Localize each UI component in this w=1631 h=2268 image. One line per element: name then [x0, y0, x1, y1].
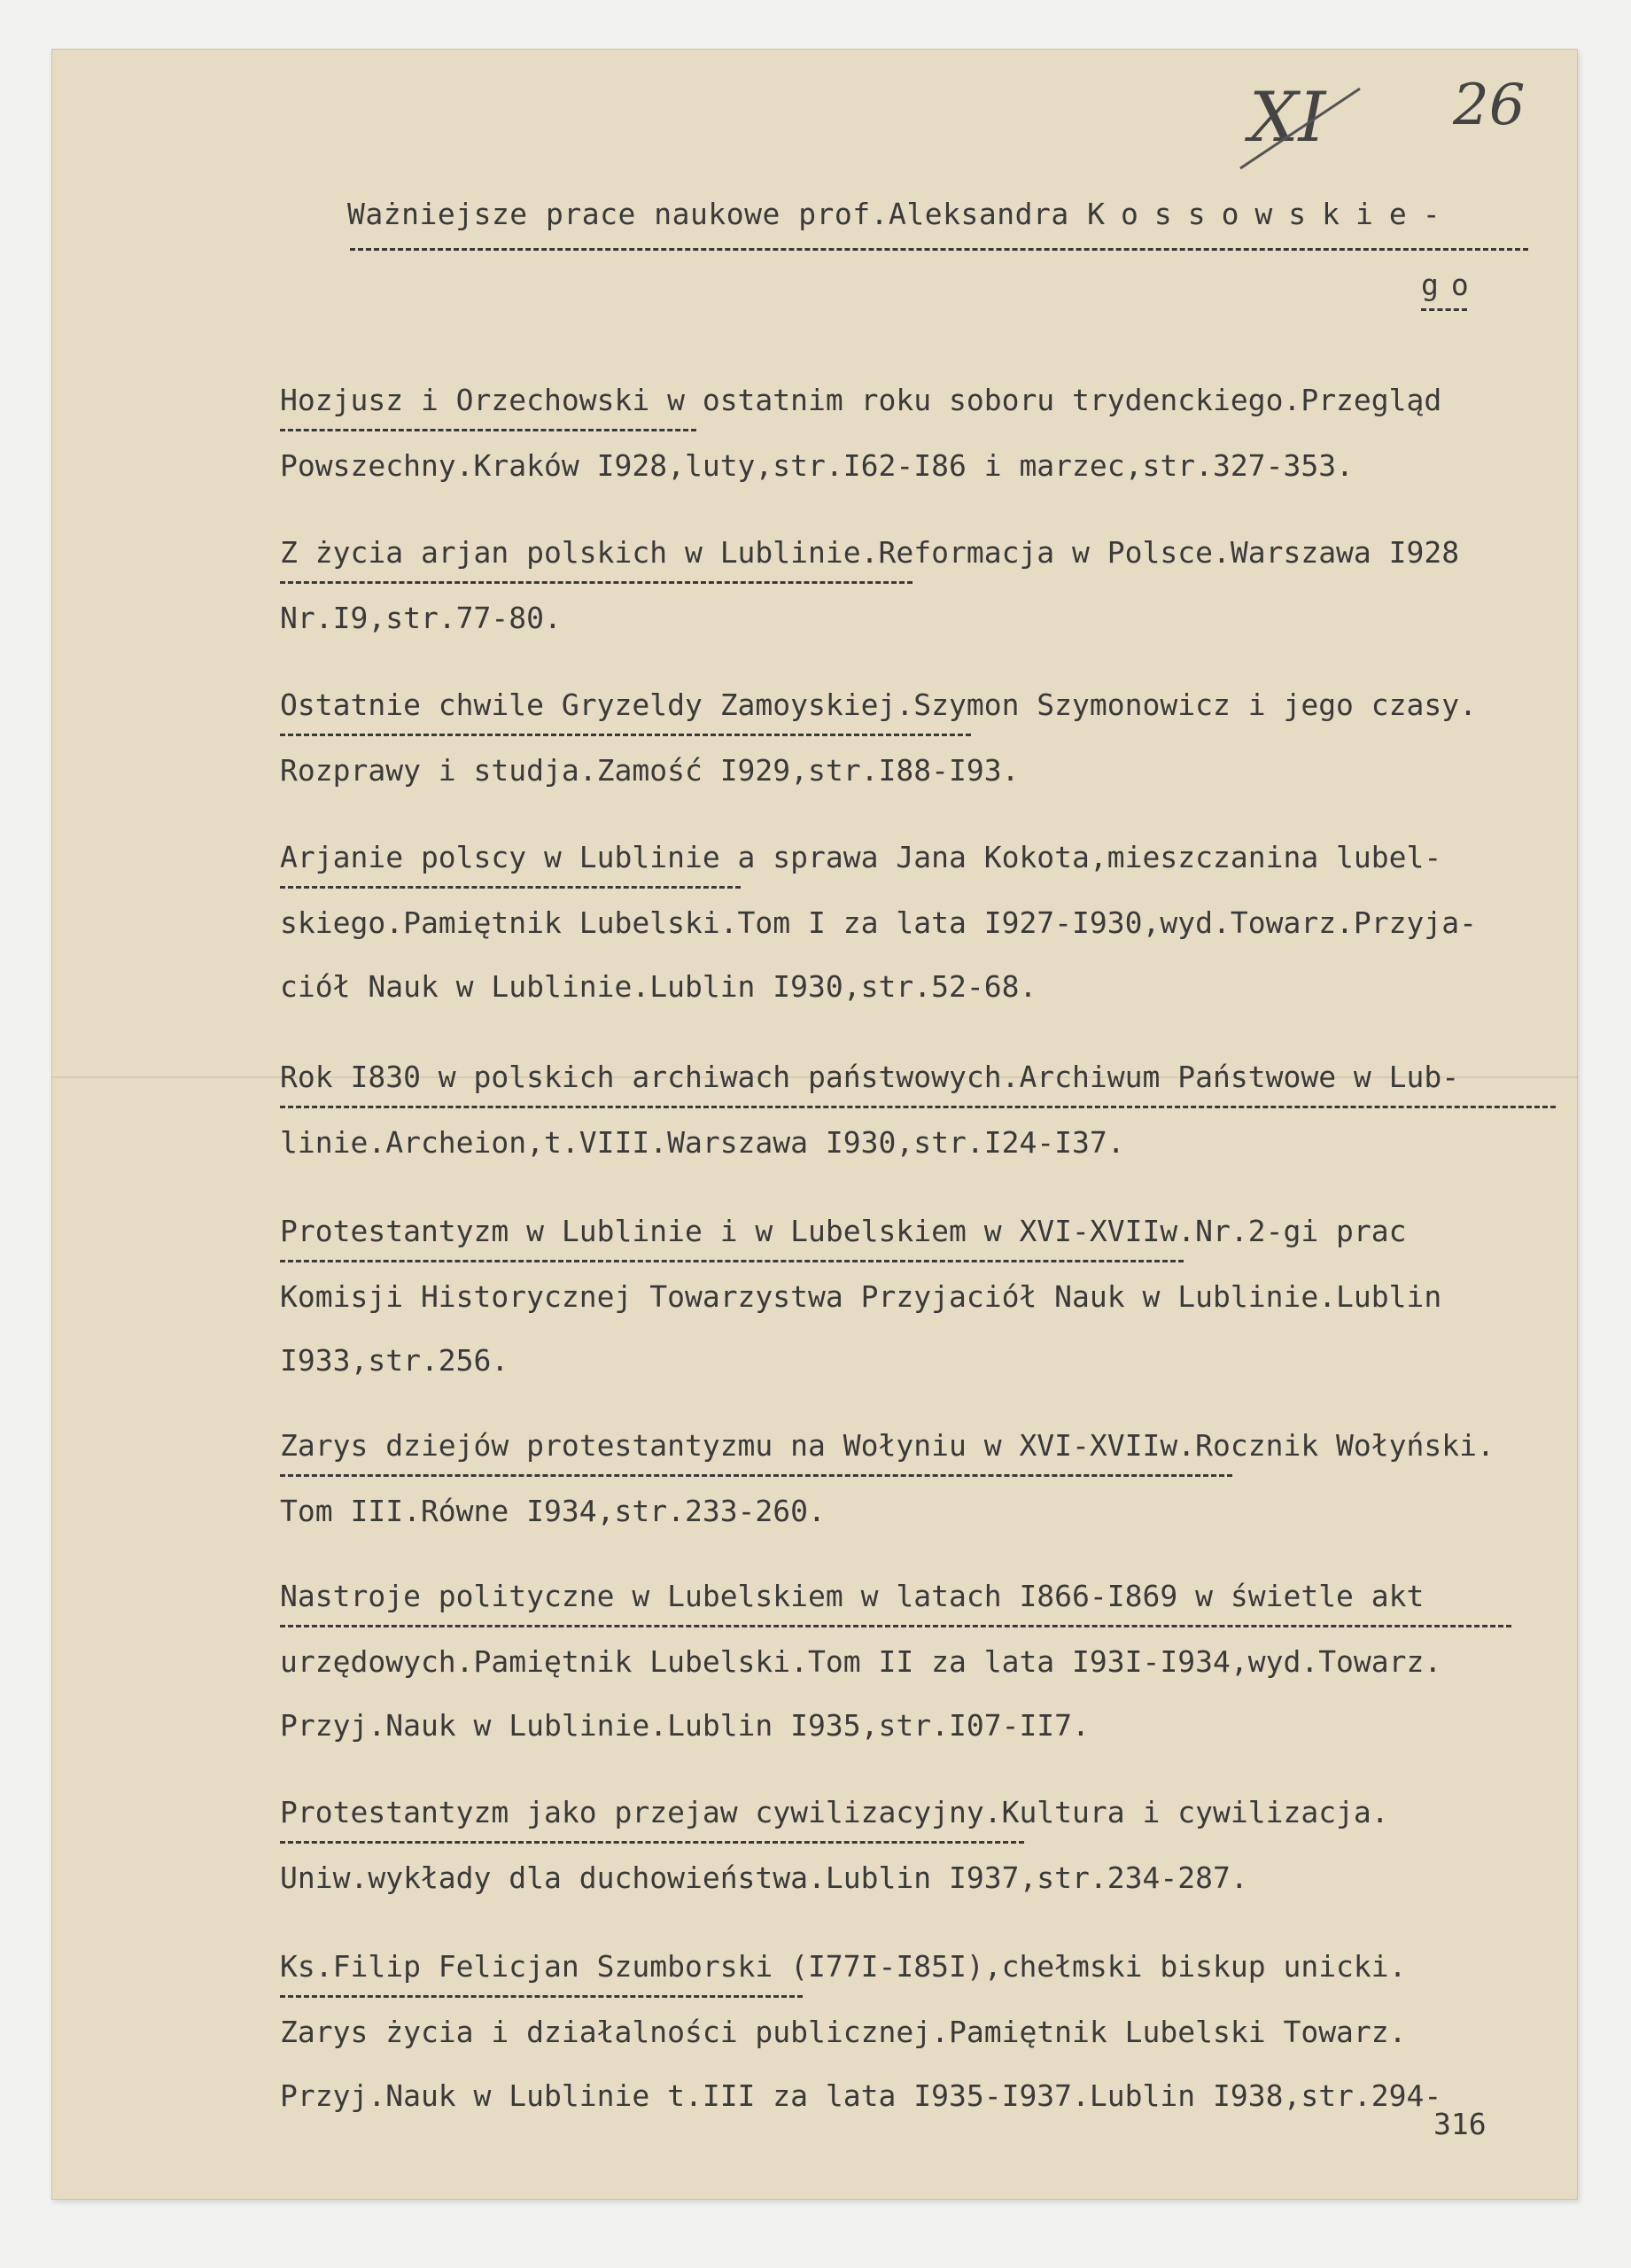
entry-4-line-1: Arjanie polscy w Lublinie a sprawa Jana Kokota,mieszczanina lubel- — [280, 840, 1442, 874]
entry-4-line-3: ciół Nauk w Lublinie.Lublin I930,str.52-68. — [280, 969, 1037, 1004]
heading-line2: go — [1421, 268, 1481, 302]
entry-2-title-underline — [280, 581, 913, 584]
heading-line1 — [347, 197, 1456, 231]
entry-8-title-underline — [280, 1625, 1511, 1627]
entry-6-line-1: Protestantyzm w Lublinie i w Lubelskiem w XVI-XVIIw.Nr.2-gi prac — [280, 1214, 1407, 1248]
entry-7-line-2: Tom III.Równe I934,str.233-260. — [280, 1494, 826, 1528]
heading-prefix: Ważniejsze prace naukowe prof.Aleksandra — [347, 197, 1069, 231]
entry-10-page-tail: 316 — [1433, 2107, 1487, 2141]
entry-5-title-underline — [280, 1106, 1556, 1108]
entry-9-line-2: Uniw.wykłady dla duchowieństwa.Lublin I937,str.234-287. — [280, 1860, 1248, 1895]
entry-2-line-2: Nr.I9,str.77-80. — [280, 601, 562, 635]
heading-underline — [350, 248, 1528, 251]
page-number: 26 — [1453, 73, 1526, 138]
entry-10-line-3: Przyj.Nauk w Lublinie t.III za lata I935-I937.Lublin I938,str.294- — [280, 2078, 1442, 2113]
entry-1-line-2: Powszechny.Kraków I928,luty,str.I62-I86 i marzec,str.327-353. — [280, 448, 1354, 483]
entry-3-line-2: Rozprawy i studja.Zamość I929,str.I88-I93. — [280, 753, 1020, 788]
entry-1-line-1: Hozjusz i Orzechowski w ostatnim roku soboru trydenckiego.Przegląd — [280, 383, 1442, 417]
entry-8-line-1: Nastroje polityczne w Lubelskiem w latach I866-I869 w świetle akt — [280, 1579, 1425, 1613]
entry-6-title-underline — [280, 1260, 1184, 1262]
entry-10-line-2: Zarys życia i działalności publicznej.Pamiętnik Lubelski Towarz. — [280, 2015, 1407, 2049]
entry-8-line-3: Przyj.Nauk w Lublinie.Lublin I935,str.I07-II7. — [280, 1708, 1090, 1743]
entry-8-line-2: urzędowych.Pamiętnik Lubelski.Tom II za lata I93I-I934,wyd.Towarz. — [280, 1644, 1442, 1679]
entry-7-line-1: Zarys dziejów protestantyzmu na Wołyniu w XVI-XVIIw.Rocznik Wołyński. — [280, 1428, 1495, 1463]
entry-6-line-2: Komisji Historycznej Towarzystwa Przyjaciół Nauk w Lublinie.Lublin — [280, 1279, 1442, 1314]
entry-3-line-1: Ostatnie chwile Gryzeldy Zamoyskiej.Szymon Szymonowicz i jego czasy. — [280, 687, 1478, 722]
entry-3-title-underline — [280, 734, 971, 736]
entry-4-title-underline — [280, 886, 741, 889]
entry-6-line-3: I933,str.256. — [280, 1343, 509, 1378]
entry-4-line-2: skiego.Pamiętnik Lubelski.Tom I za lata I927-I930,wyd.Towarz.Przyja- — [280, 905, 1478, 940]
entry-5-line-1: Rok I830 w polskich archiwach państwowych.Archiwum Państwowe w Lub- — [280, 1060, 1460, 1094]
entry-9-title-underline — [280, 1841, 1024, 1844]
heading-underline-2 — [1421, 308, 1467, 311]
entry-2-line-1: Z życia arjan polskich w Lublinie.Reformacja w Polsce.Warszawa I928 — [280, 535, 1460, 570]
entry-10-line-1: Ks.Filip Felicjan Szumborski (I77I-I85I),chełmski biskup unicki. — [280, 1949, 1407, 1984]
entry-9-line-1: Protestantyzm jako przejaw cywilizacyjny.Kultura i cywilizacja. — [280, 1795, 1389, 1829]
entry-5-line-2: linie.Archeion,t.VIII.Warszawa I930,str.I24-I37. — [280, 1125, 1125, 1160]
strike-mark-icon — [1236, 80, 1369, 177]
heading-name: Kossowskie- — [1087, 197, 1456, 231]
entry-1-title-underline — [280, 429, 696, 431]
corner-mark: XI — [1249, 78, 1326, 158]
entry-10-title-underline — [280, 1995, 803, 1998]
entry-7-title-underline — [280, 1474, 1232, 1477]
